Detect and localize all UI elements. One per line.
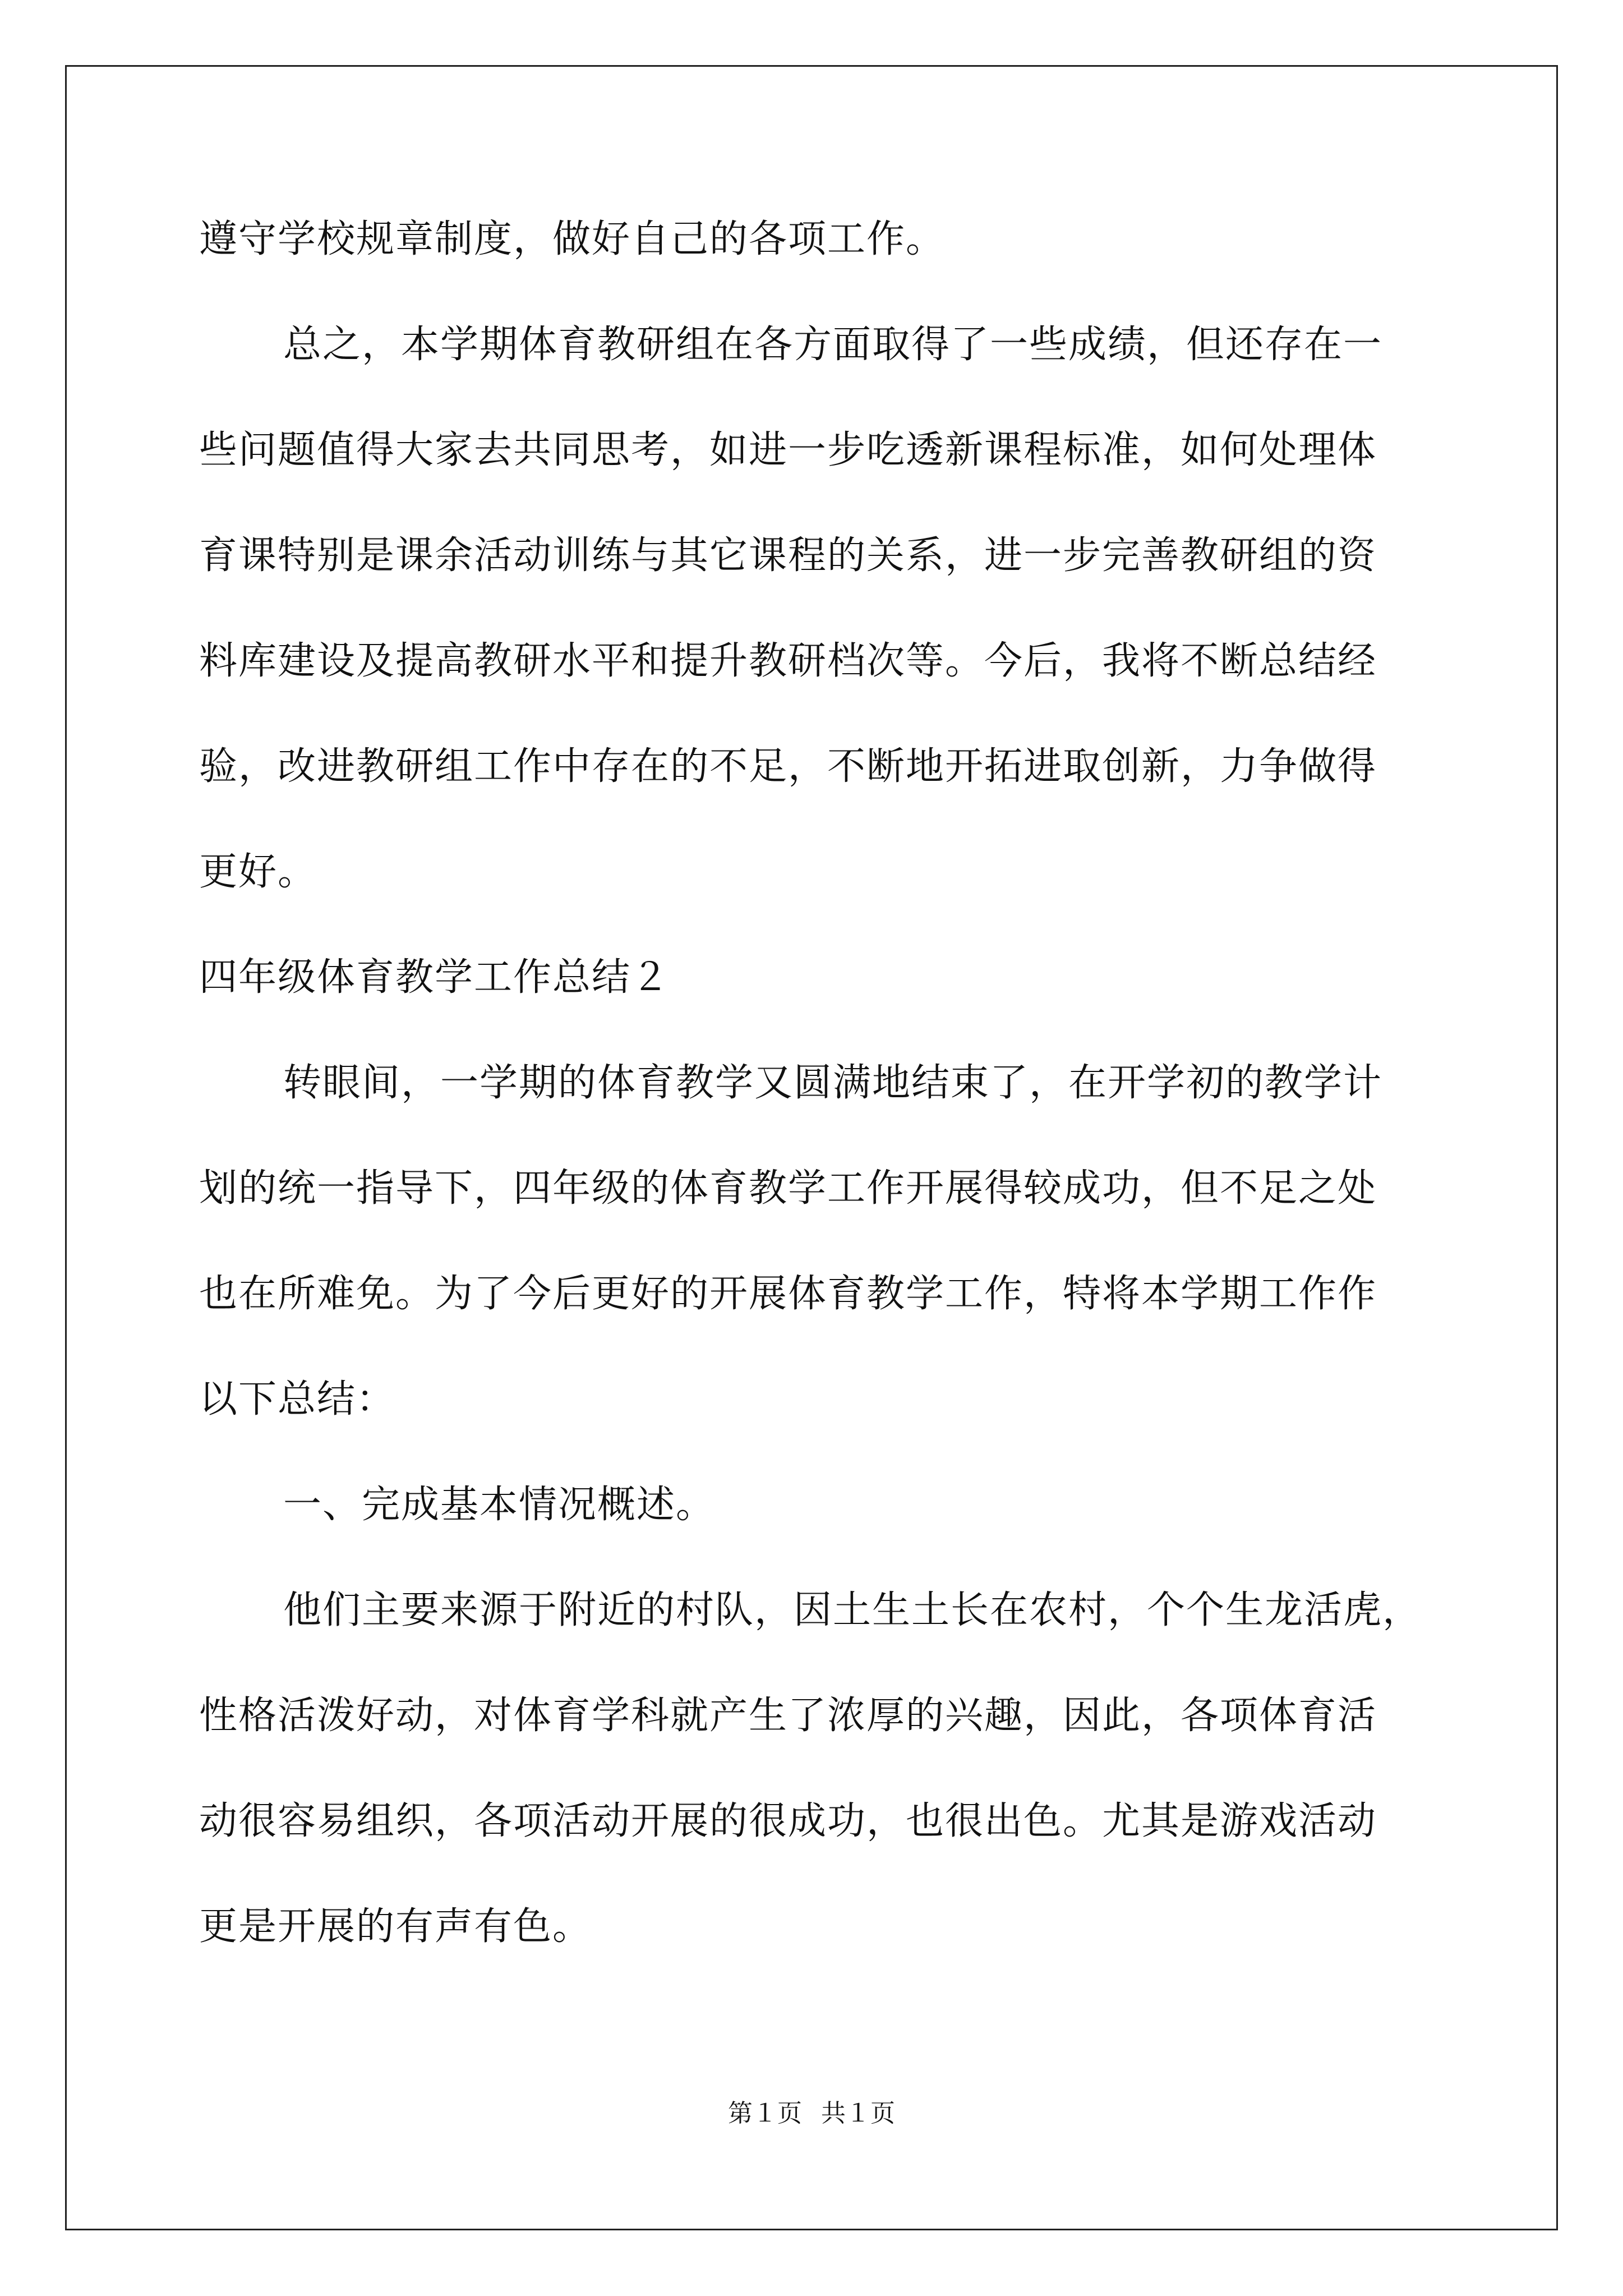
text-line: 他们主要来源于附近的村队，因土生土长在农村，个个生龙活虎， xyxy=(283,1588,1422,1632)
text-line: 也在所难免。为了今后更好的开展体育教学工作，特将本学期工作作 xyxy=(199,1272,1377,1316)
document-body xyxy=(199,213,1430,2006)
text-line: 更好。 xyxy=(199,850,317,894)
text-line: 些问题值得大家去共同思考，如进一步吃透新课程标准，如何处理体 xyxy=(199,428,1377,472)
text-line: 育课特别是课余活动训练与其它课程的关系，进一步完善教研组的资 xyxy=(199,533,1377,578)
text-line: 划的统一指导下，四年级的体育教学工作开展得较成功，但不足之处 xyxy=(199,1166,1377,1211)
section-heading: 四年级体育教学工作总结２ xyxy=(199,955,671,1000)
page-footer xyxy=(0,2098,1623,2129)
subheading-line: 一、完成基本情况概述。 xyxy=(283,1483,716,1527)
text-line: 更是开展的有声有色。 xyxy=(199,1904,592,1949)
text-line: 转眼间，一学期的体育教学又圆满地结束了，在开学初的教学计 xyxy=(283,1061,1383,1105)
text-line: 料库建设及提高教研水平和提升教研档次等。今后，我将不断总结经 xyxy=(199,639,1377,683)
page-total: 共１页 xyxy=(821,2099,895,2128)
text-line: 总之，本学期体育教研组在各方面取得了一些成绩，但还存在一 xyxy=(283,323,1383,367)
page-number: 第１页 xyxy=(728,2099,802,2128)
text-line: 动很容易组织，各项活动开展的很成功，也很出色。尤其是游戏活动 xyxy=(199,1799,1377,1843)
text-line: 性格活泼好动，对体育学科就产生了浓厚的兴趣，因此，各项体育活 xyxy=(199,1694,1377,1738)
text-line: 验，改进教研组工作中存在的不足，不断地开拓进取创新，力争做得 xyxy=(199,744,1377,789)
text-line: 以下总结： xyxy=(199,1377,396,1421)
text-line: 遵守学校规章制度，做好自己的各项工作。 xyxy=(199,217,946,261)
